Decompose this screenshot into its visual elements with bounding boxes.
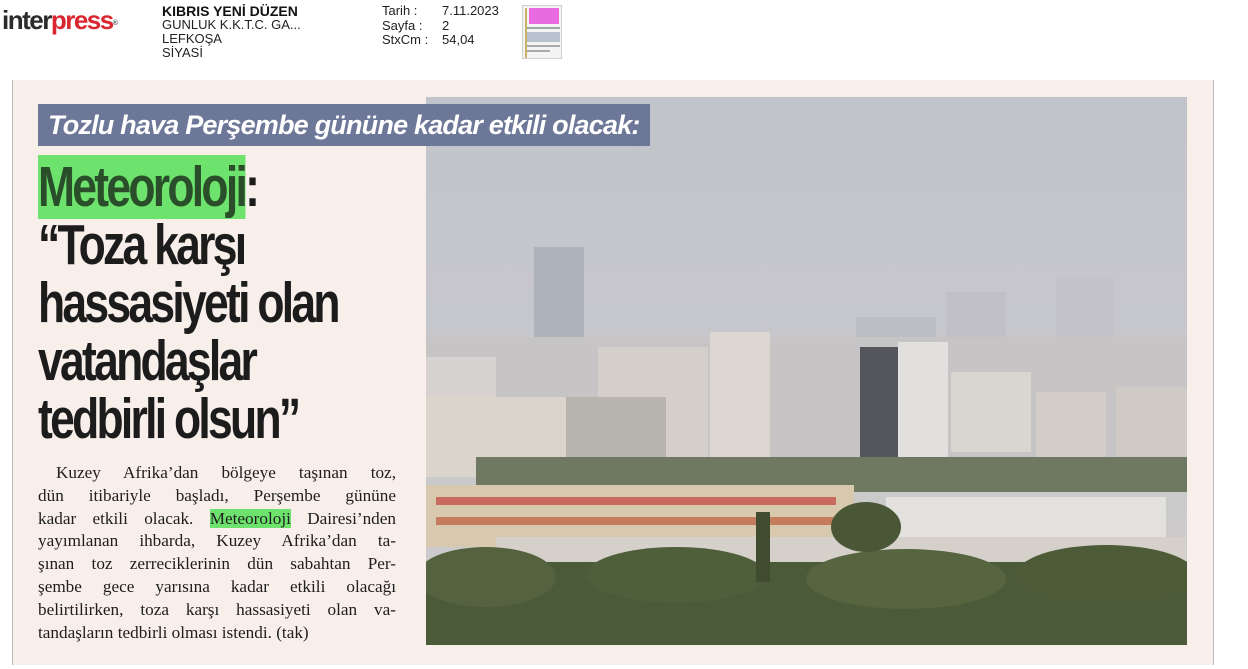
headline-line-2: “Toza karşı <box>38 213 245 277</box>
body-line-6: şembe gece yarısına kadar etkili olacağı <box>38 576 396 596</box>
headline-line-4: vatandaşlar <box>38 329 256 393</box>
headline-line-3: hassasiyeti olan <box>38 271 338 335</box>
body-line-1: Kuzey Afrika’dan bölgeye taşınan toz, <box>56 463 396 482</box>
logo-text-inter: inter <box>2 5 51 35</box>
body-line-3-pre: kadar etkili olacak. <box>38 508 210 528</box>
body-highlight: Meteoroloji <box>209 508 291 528</box>
meta-stxcm-row <box>382 33 499 48</box>
meta-date-value: 7.11.2023 <box>442 3 499 18</box>
body-line-8: tandaşların tedbirli olması istendi. (tak) <box>38 622 309 642</box>
publication-type: GUNLUK K.K.T.C. GA... <box>162 17 301 32</box>
headline-line-1 <box>38 155 334 219</box>
publication-city: LEFKOŞA <box>162 31 222 46</box>
meta-date-row <box>382 4 499 19</box>
article-body <box>38 462 396 644</box>
meta-stxcm-label: StxCm : <box>382 32 429 47</box>
clipping-meta <box>382 4 499 48</box>
publication-name: KIBRIS YENİ DÜZEN <box>162 3 298 19</box>
headline-line-5: tedbirli olsun” <box>38 387 299 451</box>
article-kicker: Tozlu hava Perşembe gününe kadar etkili olacak: <box>38 104 650 146</box>
body-line-4: yayımlanan ihbarda, Kuzey Afrika’dan ta- <box>38 531 396 551</box>
interpress-logo <box>2 5 118 35</box>
headline-colon: : <box>245 155 258 219</box>
meta-page-row <box>382 19 499 34</box>
meta-page-label: Sayfa : <box>382 17 423 33</box>
meta-date-label: Tarih : <box>382 3 418 18</box>
logo-text-press: press <box>50 5 113 35</box>
body-line-7: belirtilirken, toza karşı hassasiyeti olan va- <box>38 599 396 619</box>
body-line-2: dün itibariyle başladı, Perşembe gününe <box>38 485 396 505</box>
article-headline <box>38 155 418 451</box>
body-line-5: şınan toz zerreciklerinin dün sabahtan Per- <box>38 554 396 574</box>
headline-highlight: Meteoroloji <box>38 155 246 219</box>
meta-stxcm-value: 54,04 <box>442 32 475 47</box>
meta-page-value: 2 <box>442 17 450 33</box>
dusty-city-photo <box>426 97 1187 645</box>
body-line-3 <box>38 508 396 531</box>
body-line-3-post: Dairesi’nden <box>290 508 396 528</box>
publication-section: SİYASİ <box>162 45 203 60</box>
registered-mark: ® <box>112 20 118 27</box>
page-thumbnail[interactable] <box>522 5 562 59</box>
publication-info <box>162 4 301 60</box>
